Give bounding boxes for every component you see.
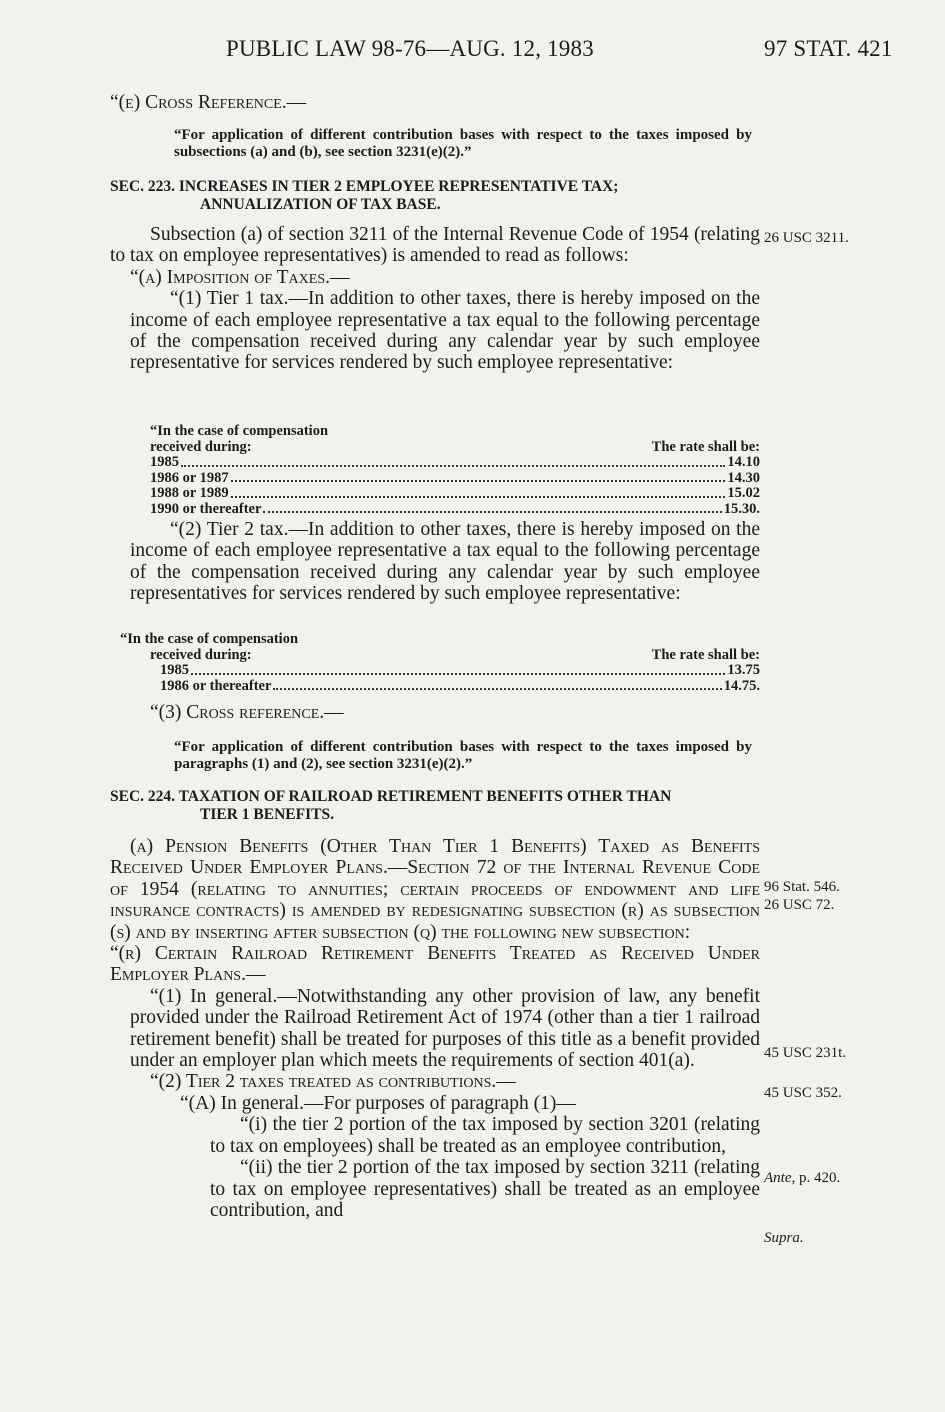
sec-223-intro: Subsection (a) of section 3211 of the Internal Revenue Code of 1954 (relating to tax on employee representatives) is amended to read as follows: (110, 224, 760, 267)
table-row (110, 663, 760, 679)
sec-224-a-paragraph (110, 836, 760, 943)
r-paragraph-i: “(i) the tier 2 portion of the tax imposed by section 3201 (relating to tax on employees) shall be treated as an employee contribution, (210, 1114, 760, 1157)
cross-reference-3-note: “For application of different contribution bases with respect to the taxes imposed by paragraphs (1) and (2), see section 3231(e)(2).” (174, 739, 752, 772)
sec-223-heading (110, 178, 760, 214)
margin-note-26usc3211: 26 USC 3211. (764, 230, 849, 246)
sec-224-heading (110, 788, 760, 824)
margin-note-45usc352: 45 USC 352. (764, 1085, 842, 1101)
cross-reference-3 (110, 702, 760, 723)
margin-note-96stat546: 96 Stat. 546. (764, 879, 840, 895)
leader-dots (231, 496, 726, 498)
table-row (110, 455, 760, 471)
table-row (110, 679, 760, 695)
sec-223-body (110, 224, 760, 374)
tier1-paragraph: “(1) Tier 1 tax.—In addition to other taxes, there is hereby imposed on the income of each employee representative a tax equal to the following percentage of the compensation received during any calendar year by such employee representative for services rendered by such employee representative: (130, 288, 760, 374)
sec-223-heading-line1: SEC. 223. INCREASES IN TIER 2 EMPLOYEE REPRESENTATIVE TAX; (110, 178, 619, 195)
rate-table-tier2-head-line2: received during: (150, 646, 252, 663)
table-period: 1990 or thereafter (150, 500, 262, 517)
sec-223-heading-line2: ANNUALIZATION OF TAX BASE. (200, 196, 441, 213)
leader-dots (263, 511, 721, 513)
r-paragraph-1: “(1) In general.—Notwithstanding any other provision of law, any benefit provided under the Railroad Retirement Act of 1974 (other than a tier 1 railroad retirement benefit) shall be treated for purposes of this title as a benefit provided under an employer plan which meets the requirements of section 401(a). (130, 985, 760, 1072)
margin-note-ante-italic: Ante, (764, 1170, 796, 1186)
cross-reference-e-note: “For application of different contribution bases with respect to the taxes imposed by subsections (a) and (b), see section 3231(e)(2).” (174, 127, 752, 160)
table-period: 1988 or 1989 (150, 485, 229, 501)
cross-reference-3-note-block (110, 739, 760, 773)
table-period: 1986 or thereafter (160, 677, 272, 694)
table-rate: 14.75. (723, 677, 760, 694)
rate-table-tier2-rate-head: The rate shall be: (651, 646, 760, 663)
sec-224-heading-line1: SEC. 224. TAXATION OF RAILROAD RETIREMENT BENEFITS OTHER THAN (110, 788, 672, 805)
cross-reference-e-heading: “(e) Cross Reference.— (110, 92, 307, 113)
running-header-title: PUBLIC LAW 98-76—AUG. 12, 1983 (226, 36, 594, 61)
rate-table-tier1-head-line1: “In the case of compensation (150, 423, 329, 439)
table-row (110, 471, 760, 487)
r-paragraph-2: “(2) Tier 2 taxes treated as contributions.— (150, 1071, 516, 1093)
margin-note-45usc231t: 45 USC 231t. (764, 1045, 847, 1061)
imposition-heading: “(a) Imposition of Taxes.— (130, 266, 350, 288)
rate-table-tier1 (110, 424, 760, 517)
table-period: 1985 (160, 662, 189, 678)
leader-dots (231, 480, 726, 482)
table-rate: 14.30 (727, 469, 760, 486)
table-rate: 14.10 (727, 454, 760, 470)
leader-dots (181, 465, 725, 467)
cross-reference-e (110, 92, 760, 113)
margin-note-supra: Supra. (764, 1230, 804, 1246)
sec-224-body (110, 836, 760, 1221)
sec-224-a-text: (a) Pension Benefits (Other Than Tier 1 Benefits) Taxed as Benefits Received Under Employer Plans.—Section 72 of the Internal Revenue Code of 1954 (relating to annuities; certain proceeds of endowment and life insurance contracts) is amended by redesignating subsection (r) as subsection (s) and by inserting after subsection (q) the following new subsection: (110, 836, 760, 943)
rate-table-tier2-head-line1: “In the case of compensation (120, 631, 299, 647)
table-row (110, 486, 760, 502)
cross-reference-3-heading: “(3) Cross reference.— (150, 702, 344, 723)
tier2-block (110, 519, 760, 605)
cross-reference-e-note-block (110, 127, 760, 161)
running-header-stat: 97 STAT. 421 (764, 36, 893, 61)
table-rate: 15.30. (723, 500, 760, 517)
leader-dots (191, 673, 725, 675)
sec-224-heading-line2: TIER 1 BENEFITS. (200, 806, 334, 823)
rate-table-tier1-rate-head: The rate shall be: (651, 438, 760, 455)
margin-note-26usc72: 26 USC 72. (764, 897, 835, 913)
tier2-paragraph: “(2) Tier 2 tax.—In addition to other taxes, there is hereby imposed on the income of each employee representative a tax equal to the following percentage of the compensation received during any calendar year by such employee representatives for services rendered by such employee representative: (130, 519, 760, 605)
table-rate: 13.75 (727, 662, 760, 678)
table-rate: 15.02 (727, 485, 760, 501)
margin-note-ante-p420 (764, 1170, 840, 1187)
table-row (110, 502, 760, 518)
r-heading: “(r) Certain Railroad Retirement Benefits Treated as Received Under Employer Plans.— (110, 943, 760, 986)
margin-note-ante-page: p. 420. (795, 1170, 841, 1186)
table-period: 1986 or 1987 (150, 469, 229, 486)
r-paragraph-ii: “(ii) the tier 2 portion of the tax imposed by section 3211 (relating to tax on employee representatives) shall be treated as an employee contribution, and (210, 1157, 760, 1221)
table-period: 1985 (150, 454, 179, 470)
r-paragraph-A: “(A) In general.—For purposes of paragraph (1)— (180, 1092, 576, 1114)
leader-dots (273, 688, 721, 690)
rate-table-tier1-head-line2: received during: (150, 438, 252, 455)
rate-table-tier2 (110, 632, 760, 694)
